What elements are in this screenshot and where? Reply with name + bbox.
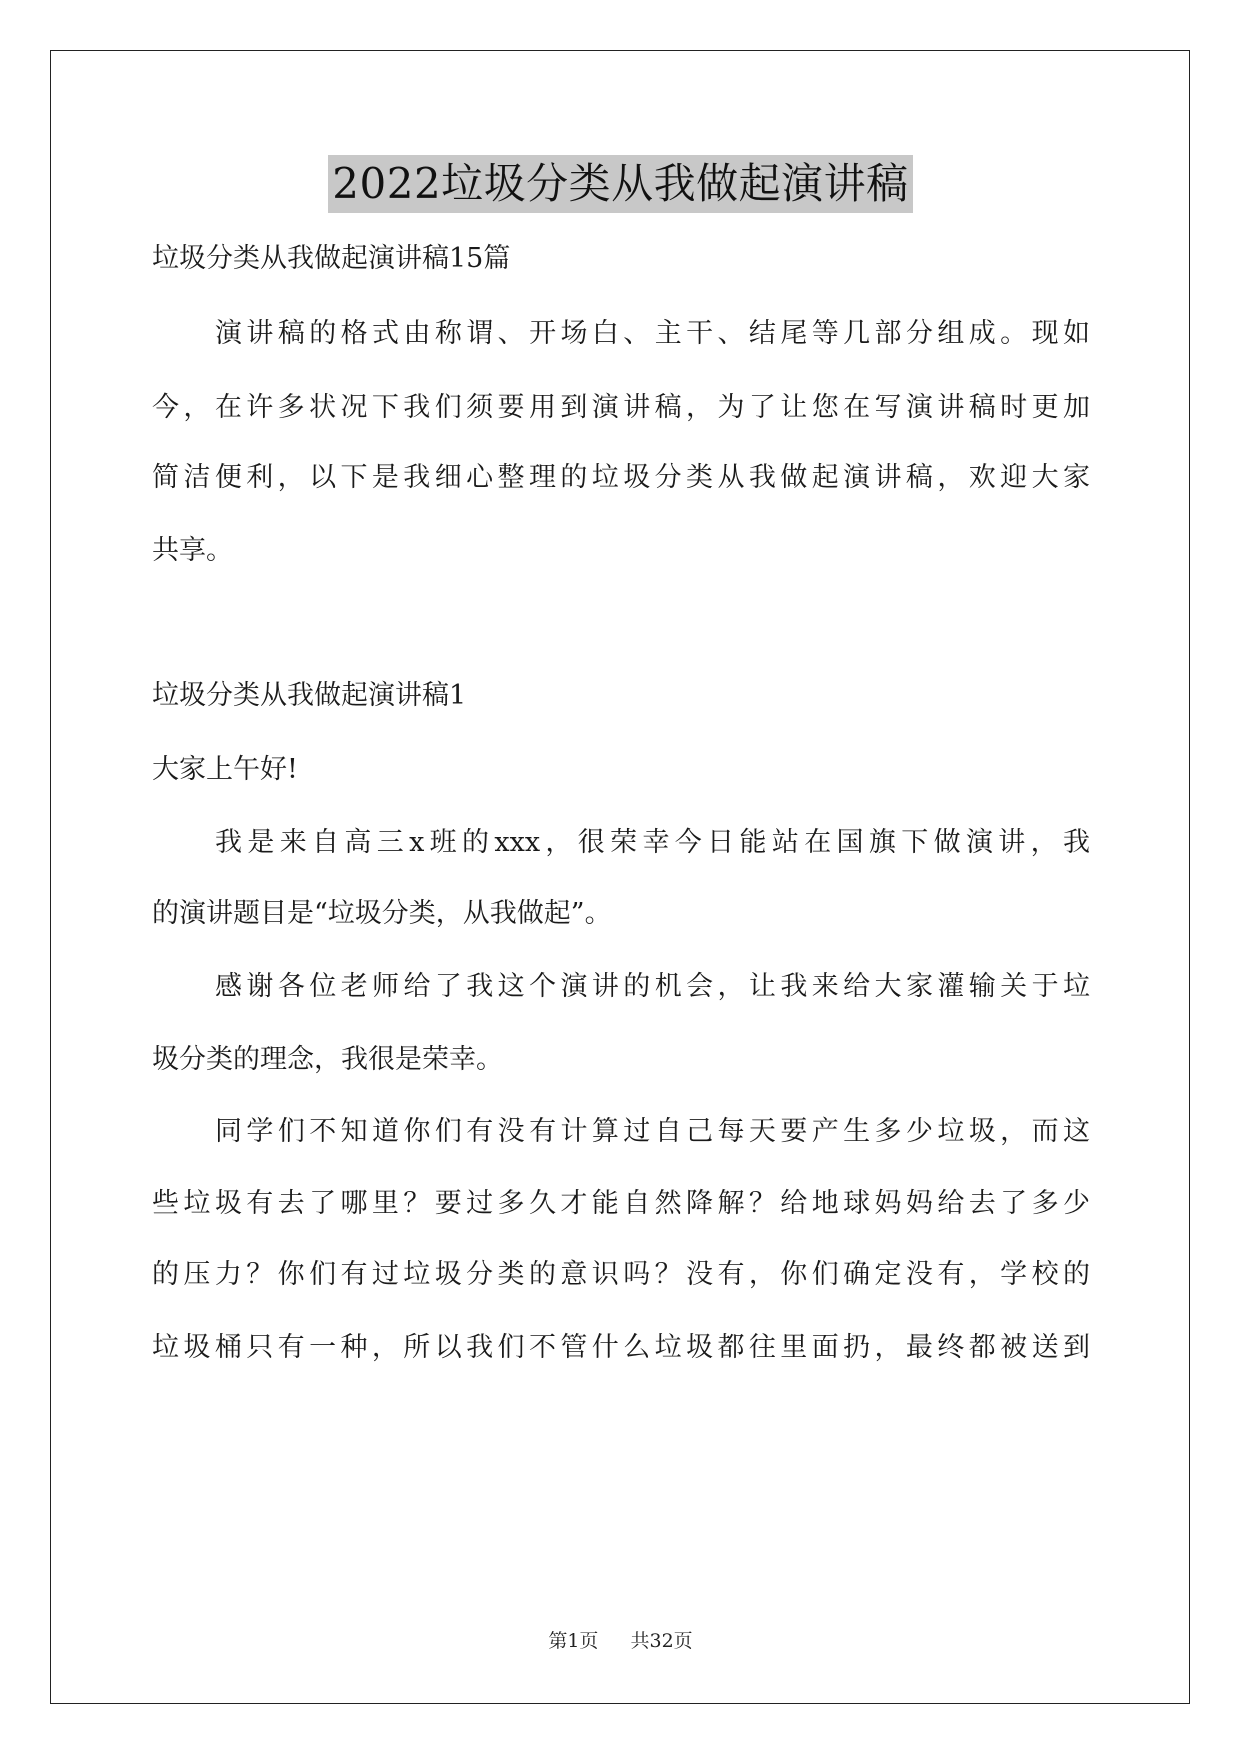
paragraph-line: 的压力？你们有过垃圾分类的意识吗？没有，你们确定没有，学校的 [152,1259,1090,1290]
page-footer [0,1626,1241,1653]
paragraph-line: 感谢各位老师给了我这个演讲的机会，让我来给大家灌输关于垃 [215,971,1090,1002]
paragraph-line: 简洁便利，以下是我细心整理的垃圾分类从我做起演讲稿，欢迎大家 [152,462,1090,493]
greeting-line: 大家上午好! [152,754,298,785]
section-heading: 垃圾分类从我做起演讲稿1 [152,680,467,711]
paragraph-line: 圾分类的理念，我很是荣幸。 [152,1044,503,1075]
paragraph-line: 同学们不知道你们有没有计算过自己每天要产生多少垃圾，而这 [215,1116,1090,1147]
subtitle-line: 垃圾分类从我做起演讲稿15篇 [152,243,511,274]
paragraph-line: 今，在许多状况下我们须要用到演讲稿，为了让您在写演讲稿时更加 [152,392,1090,423]
page-number: 第1页 [548,1630,599,1652]
title-container [0,155,1241,213]
paragraph-line: 些垃圾有去了哪里？要过多久才能自然降解？给地球妈妈给去了多少 [152,1188,1090,1219]
paragraph-line: 我是来自高三x班的xxx，很荣幸今日能站在国旗下做演讲，我 [215,827,1090,858]
total-pages: 共32页 [630,1630,693,1652]
paragraph-line: 的演讲题目是“垃圾分类，从我做起”。 [152,898,612,929]
document-title: 2022垃圾分类从我做起演讲稿 [328,155,912,213]
paragraph-line: 垃圾桶只有一种，所以我们不管什么垃圾都往里面扔，最终都被送到 [152,1332,1090,1363]
page-border [50,50,1190,1704]
paragraph-line: 共享。 [152,535,233,566]
paragraph-line: 演讲稿的格式由称谓、开场白、主干、结尾等几部分组成。现如 [215,318,1090,349]
